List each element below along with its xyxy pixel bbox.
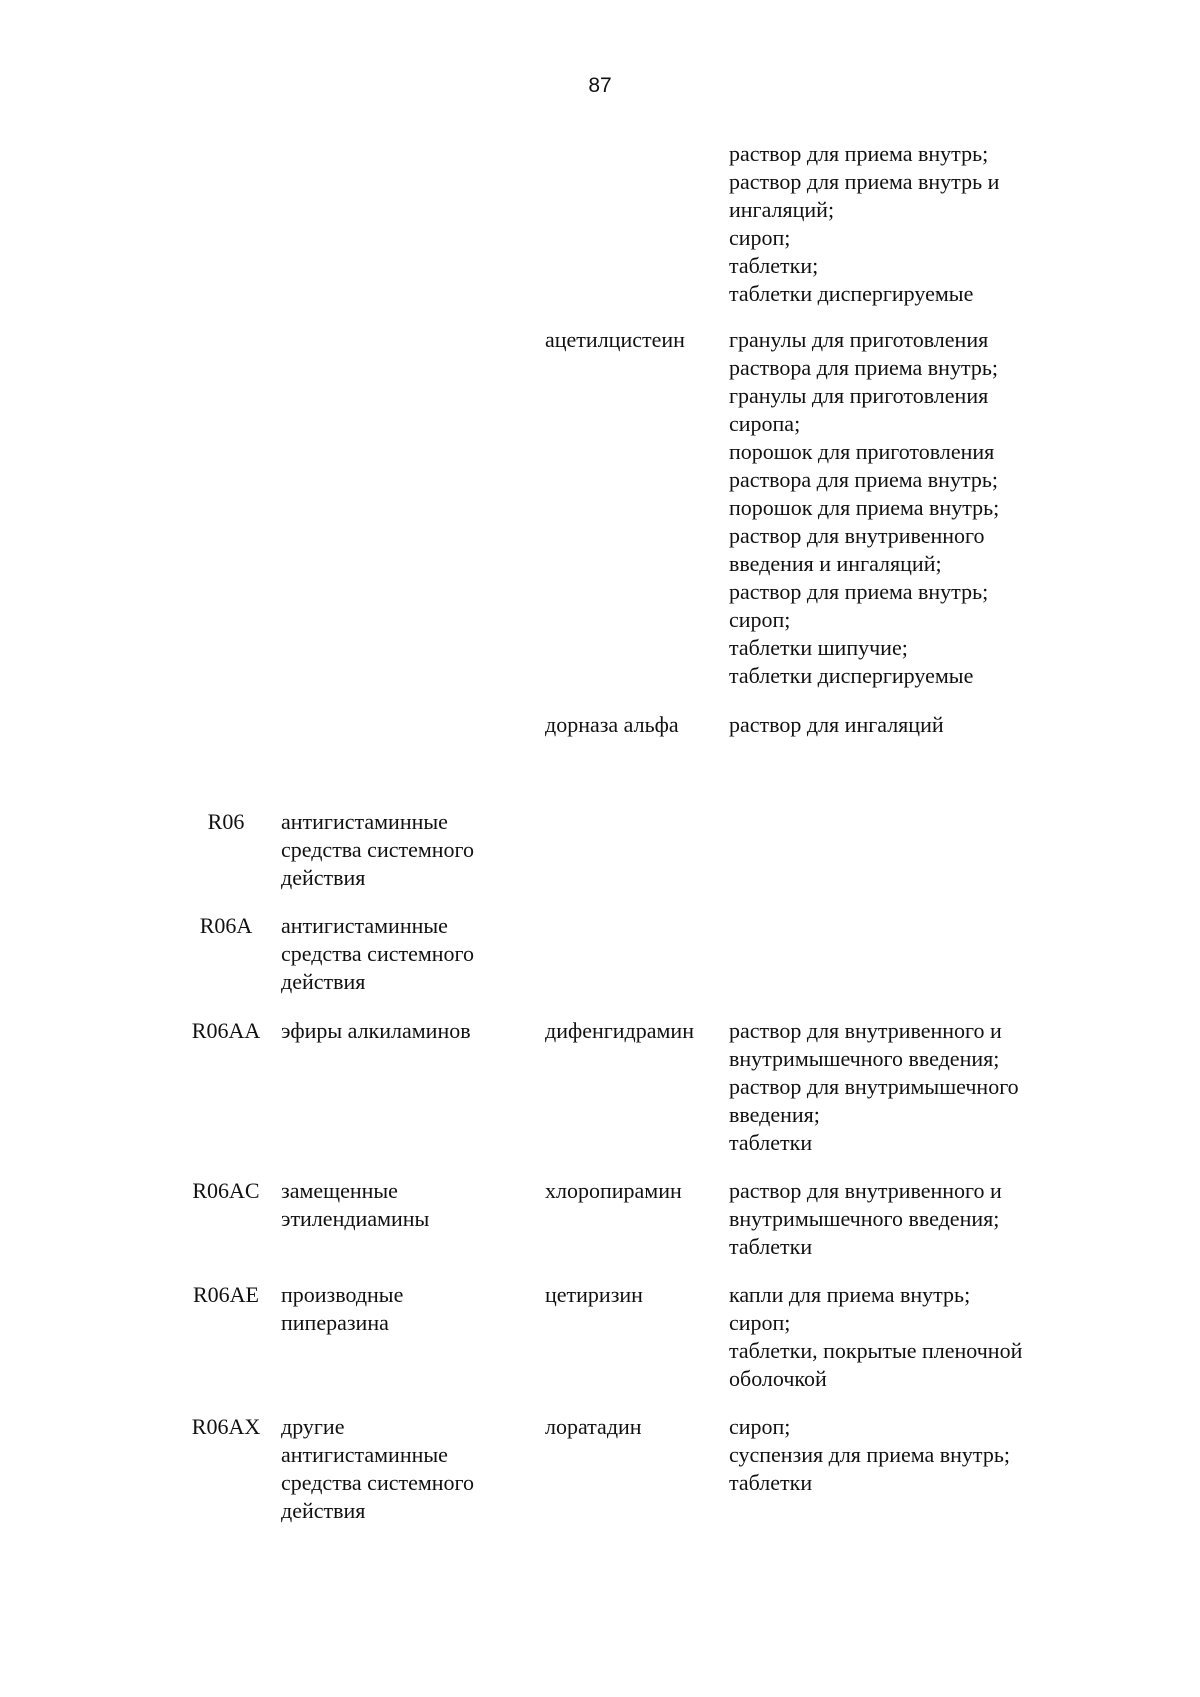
row-5-forms: раствор для внутривенного и внутримышечного введения; раствор для внутримышечного введения; таблетки [729, 1018, 1019, 1155]
row-7-forms: капли для приема внутрь; сироп; таблетки, покрытые пленочной оболочкой [729, 1282, 1023, 1391]
row-4-group: антигистаминные средства системного действия [281, 913, 475, 994]
row-7-group: производные пиперазина [281, 1282, 404, 1335]
row-6-drug: хлоропирамин [545, 1178, 682, 1203]
row-8-drug: лоратадин [545, 1414, 642, 1439]
row-6-group: замещенные этилендиамины [281, 1178, 430, 1231]
row-2-drug: дорназа альфа [545, 712, 679, 737]
row-2-forms: раствор для ингаляций [729, 712, 944, 737]
row-7-drug: цетиризин [545, 1282, 643, 1307]
row-4-code: R06A [199, 913, 253, 938]
row-1-drug: ацетилцистеин [545, 327, 685, 352]
row-1-forms: гранулы для приготовления раствора для приема внутрь; гранулы для приготовления сиропа; порошок для приготовления раствора для приема внутрь; порошок для приема внутрь; раствор для внутривенного введения и ингаляций; раствор для приема внутрь; сироп; таблетки шипучие; таблетки диспергируемые [729, 327, 1000, 688]
row-8-group: другие антигистаминные средства системного действия [281, 1414, 475, 1523]
row-8-code: R06AX [191, 1414, 261, 1439]
row-6-code: R06AC [192, 1178, 260, 1203]
row-6-forms: раствор для внутривенного и внутримышечного введения; таблетки [729, 1178, 1002, 1259]
row-5-group: эфиры алкиламинов [281, 1018, 471, 1043]
row-5-code: R06AA [191, 1018, 261, 1043]
row-7-code: R06AE [193, 1282, 259, 1307]
row-3-code: R06 [207, 809, 245, 834]
row-3-group: антигистаминные средства системного действия [281, 809, 475, 890]
page-number: 87 [588, 74, 612, 97]
row-8-forms: сироп; суспензия для приема внутрь; таблетки [729, 1414, 1010, 1495]
row-0-forms: раствор для приема внутрь; раствор для приема внутрь и ингаляций; сироп; таблетки; таблетки диспергируемые [729, 141, 1000, 306]
row-5-drug: дифенгидрамин [545, 1018, 694, 1043]
